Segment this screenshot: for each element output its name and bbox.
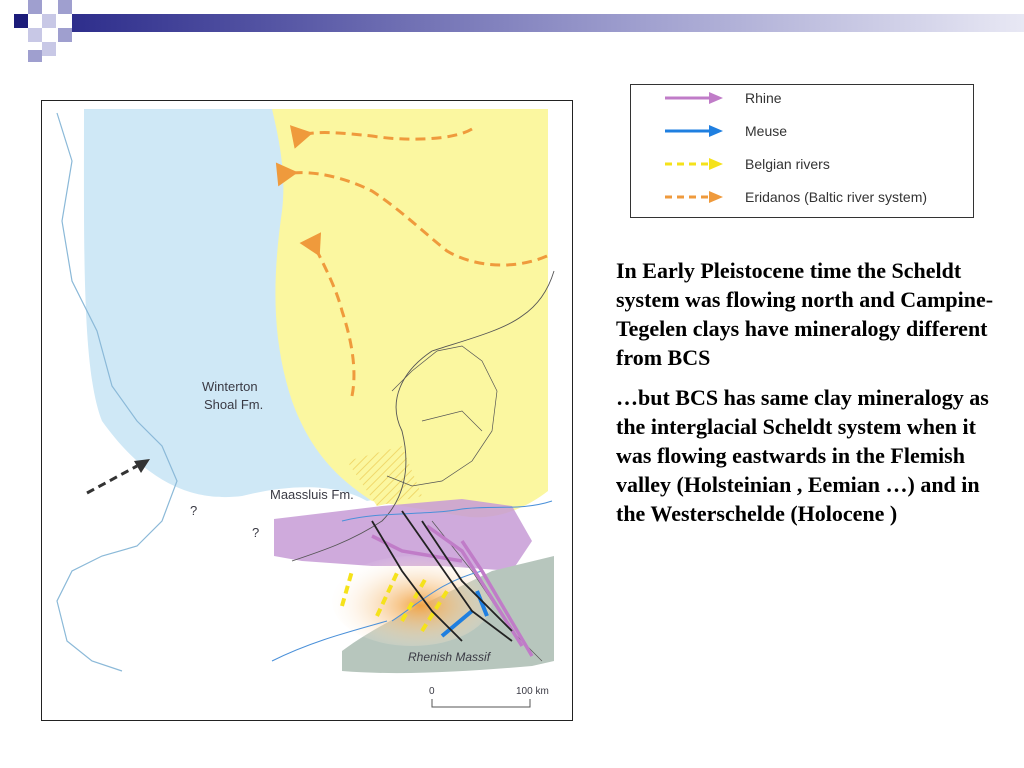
legend-item-rhine: [645, 89, 965, 111]
legend-item-meuse: [645, 122, 965, 144]
map-legend: [630, 84, 974, 218]
scale-bar: [429, 686, 549, 707]
map-label-rhenish-massif: Rhenish Massif: [408, 650, 491, 664]
legend-item-eridanos: [645, 188, 965, 210]
meuse-arrow-icon: [645, 124, 725, 138]
corner-decoration: [0, 0, 80, 64]
scale-label-end: 100 km: [516, 686, 549, 697]
legend-label-eridanos: Eridanos (Baltic river system): [745, 189, 928, 205]
belgian-rivers-arrow-icon: [645, 157, 725, 171]
legend-label-belgian-rivers: Belgian rivers: [745, 156, 830, 172]
paleogeography-map: [41, 100, 573, 721]
slide-body-text: [616, 256, 1011, 539]
legend-label-rhine: Rhine: [745, 90, 782, 106]
map-label-shoal-fm: Shoal Fm.: [204, 397, 264, 412]
map-label-winterton: Winterton: [202, 379, 258, 394]
map-canvas: [42, 101, 572, 720]
map-label-question-2: ?: [252, 525, 260, 540]
incoming-dashed-arrow: [87, 459, 150, 493]
paragraph-bcs-mineralogy: …but BCS has same clay mineralogy as the interglacial Scheldt system when it was flowing eastwards in the Flemish valley (Holsteinian , Eemian …) and in the Westerschelde (Holocene ): [616, 385, 989, 526]
map-label-question-1: ?: [190, 503, 198, 518]
rhine-arrow-icon: [645, 91, 725, 105]
belgian-rivers-area: [332, 556, 492, 646]
paragraph-early-pleistocene: In Early Pleistocene time the Scheldt system was flowing north and Campine-Tegelen clays have mineralogy different from BCS: [616, 258, 994, 370]
map-label-maassluis: Maassluis Fm.: [270, 487, 354, 502]
eridanos-arrow-icon: [645, 190, 725, 204]
title-bar-gradient: [72, 14, 1024, 32]
legend-label-meuse: Meuse: [745, 123, 788, 139]
legend-item-belgian-rivers: [645, 155, 965, 177]
scale-label-zero: 0: [429, 686, 435, 697]
